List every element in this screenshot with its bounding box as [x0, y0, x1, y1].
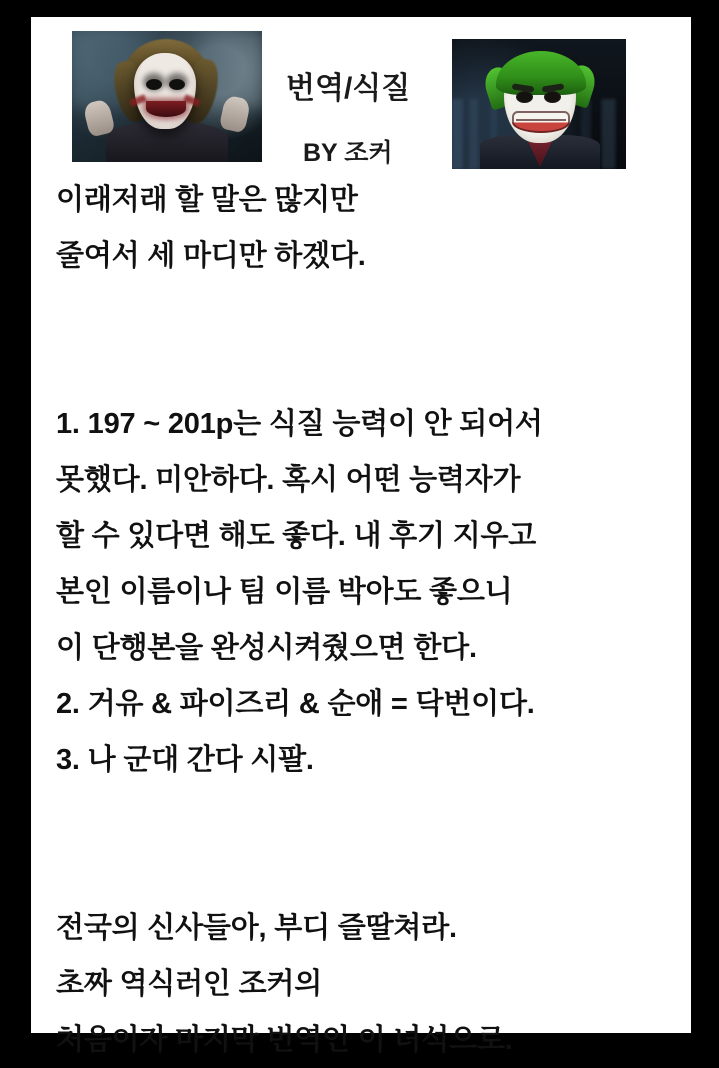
body-line: 처음이자 마지막 번역인 이 녀석으로.	[56, 1024, 513, 1056]
joker-right-eye	[169, 79, 185, 90]
page-title: 번역/식질	[286, 72, 411, 105]
joker-grin	[512, 111, 570, 133]
body-line-blank	[56, 788, 676, 844]
body-line: 이 단행본을 완성시켜줬으면 한다.	[56, 632, 477, 664]
body-line-blank	[56, 340, 676, 396]
header-row	[31, 17, 691, 165]
joker-mouth	[146, 101, 186, 117]
joker-right-eye	[544, 91, 561, 103]
body-line: 2. 거유 & 파이즈리 & 순애 = 닥번이다.	[56, 688, 535, 720]
page-byline: BY 조커	[303, 139, 393, 167]
body-line: 이래저래 할 말은 많지만	[56, 184, 358, 216]
document-sheet	[31, 17, 691, 1056]
joker-live-action-photo	[72, 31, 262, 162]
joker-face	[134, 53, 196, 129]
body-line: 1. 197 ~ 201p는 식질 능력이 안 되어서	[56, 408, 543, 440]
body-line: 전국의 신사들아, 부디 즐딸쳐라.	[56, 912, 457, 944]
body-line: 3. 나 군대 간다 시팔.	[56, 744, 314, 776]
body-line: 본인 이름이나 팀 이름 박아도 좋으니	[56, 576, 513, 608]
body-line: 할 수 있다면 해도 좋다. 내 후기 지우고	[56, 520, 537, 552]
body-line-blank	[56, 844, 676, 900]
body-line: 줄여서 세 마디만 하겠다.	[56, 240, 366, 272]
body-line: 못했다. 미안하다. 혹시 어떤 능력자가	[56, 464, 521, 496]
joker-left-eye	[516, 91, 533, 103]
document-body	[56, 172, 676, 1068]
joker-left-eye	[146, 79, 162, 90]
body-line: 초짜 역식러인 조커의	[56, 968, 323, 1000]
body-line-blank	[56, 284, 676, 340]
joker-animated-photo	[452, 39, 626, 169]
